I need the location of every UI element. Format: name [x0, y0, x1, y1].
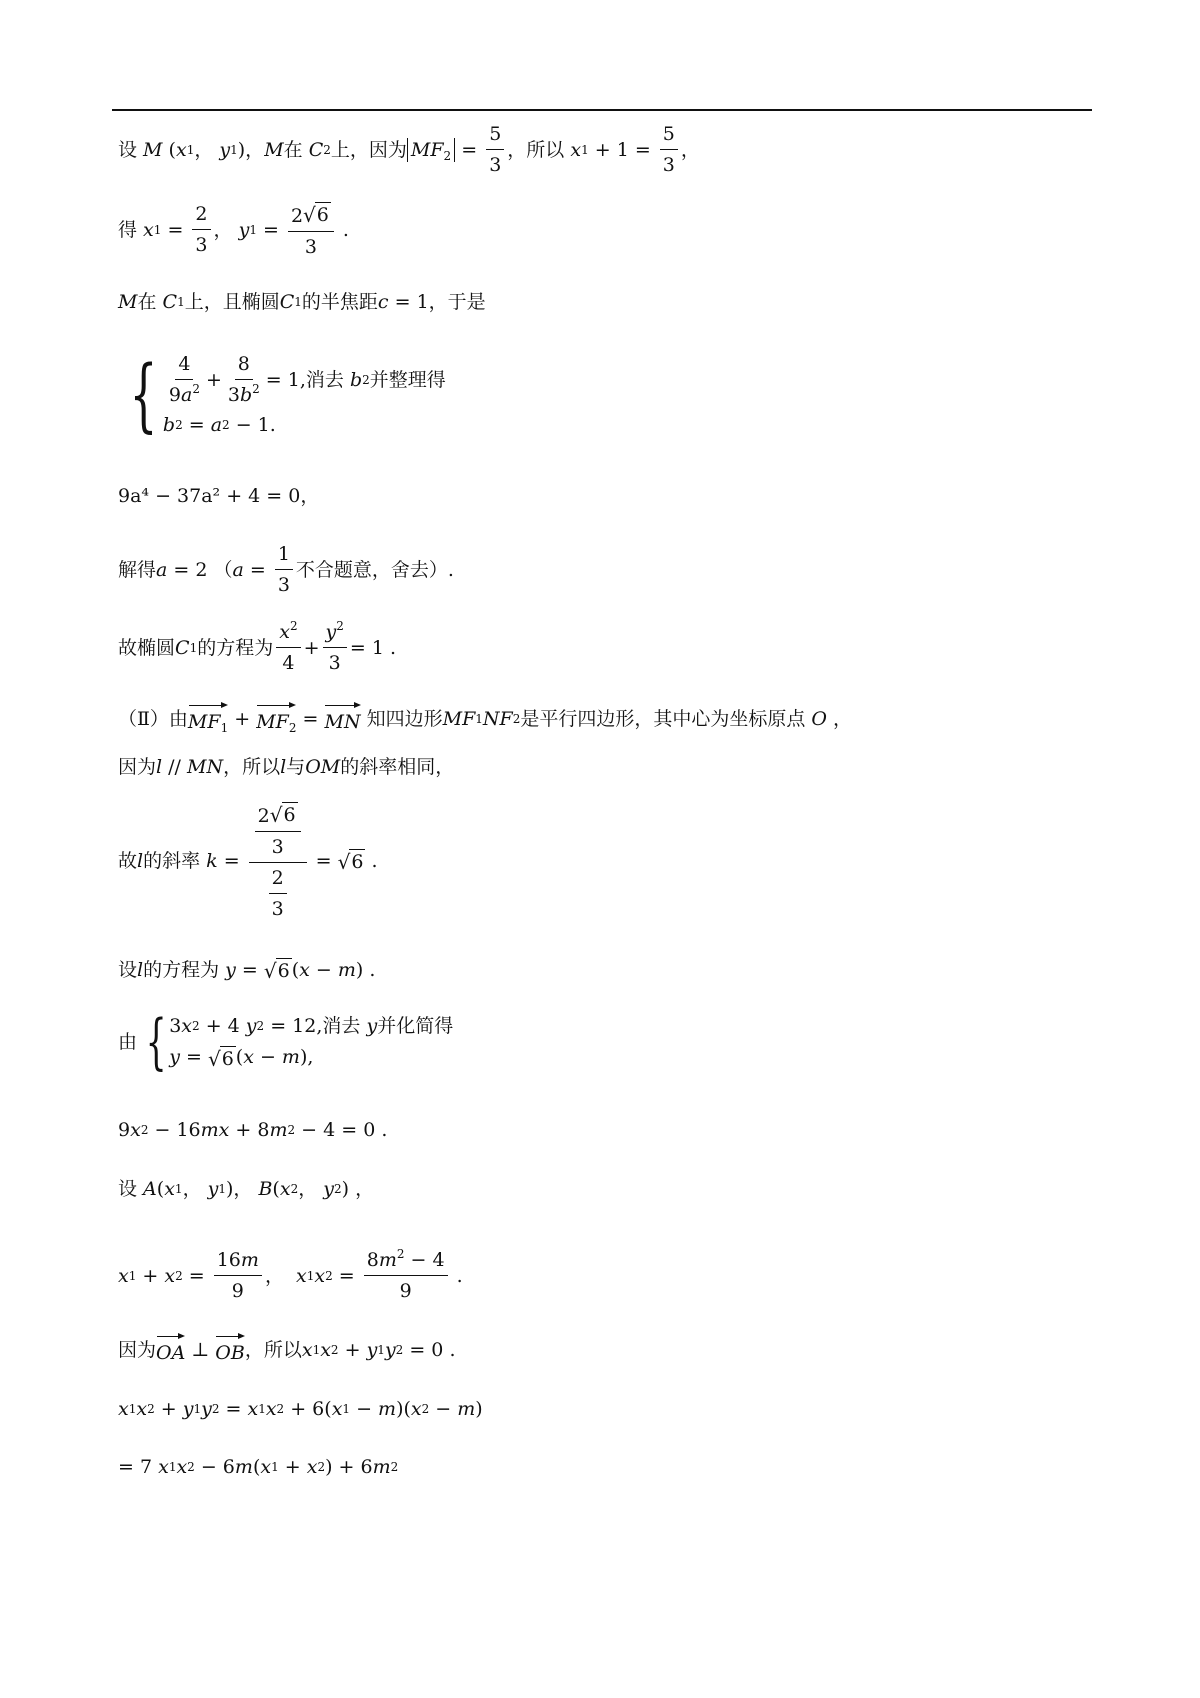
- line-6: 解得 a = 2 （ a = $\frac{1}{3}$ 不合题意，舍去）.: [118, 543, 454, 596]
- line-16: 因为 OA ⊥ OB ，所以 x 1 x 2 + y 1 y 2 = 0 .: [118, 1335, 455, 1365]
- line-13: 9 x 2 − 16 mx + 8 m 2 − 4 = 0 .: [118, 1119, 388, 1141]
- line-10: 故 l 的斜率 k = 2 √ 6 3 $\frac{2}{3}$ = √ 6 .: [118, 800, 378, 921]
- line-4-system: { $\frac{4}{9a^2}$ + $\frac{8}{3b^2}$ = 1, 消去 b 2 并整理得 b 2 = a 2 − 1.: [129, 347, 446, 441]
- line-14: 设 A ( x 1 ， y 1 )， B ( x 2 ， y 2 ) ，: [118, 1178, 375, 1200]
- line-5: 9a⁴ − 37a² + 4 = 0，: [118, 485, 320, 507]
- line-9: 因为 l // MN ，所以 l 与 OM 的斜率相同，: [118, 756, 455, 778]
- line-11: 设 l 的方程为 y = √ 6 ( x − m ) .: [118, 958, 376, 983]
- line-3: M 在 C 1 上，且椭圆 C 1 的半焦距 c = 1 ，于是: [118, 291, 486, 313]
- line-15: x 1 + x 2 = $\frac{16m}{9}$ ， x 1 x 2 = $\frac{8m^2 - 4}{9}$ .: [118, 1247, 463, 1302]
- line-8: （Ⅱ）由 $MF_1$ + $MF_2$ = MN 知四边形 MF 1 NF 2 是平行四边形，其中心为坐标原点 O ，: [118, 704, 852, 734]
- header-rule: [112, 109, 1092, 111]
- line-18: = 7 x 1 x 2 − 6 m ( x 1 + x 2 ) + 6 m 2: [118, 1456, 399, 1478]
- line-1: 设 M ( x 1 ， y 1 ) ， M 在 C 2 上，因为 $MF_2$ = $\frac{5}{3}$ ，所以 x 1 + 1 = $\frac{5}{3}$ ，: [118, 123, 700, 176]
- line-12-system: 由 { 3 x 2 + 4 y 2 = 12, 消去 y 并化简得 y = √ 6 ( x − m ),: [118, 1007, 454, 1077]
- line-2: 得 x 1 = $\frac{2}{3}$ ， y 1 = 2 √ 6 3 .: [118, 200, 349, 259]
- line-17: x 1 x 2 + y 1 y 2 = x 1 x 2 + 6( x 1 − m )( x 2 − m ): [118, 1398, 483, 1420]
- line-7: 故椭圆 C 1 的方程为 $\frac{x^2}{4}$ + $\frac{y^2}{3}$ = 1 .: [118, 619, 397, 674]
